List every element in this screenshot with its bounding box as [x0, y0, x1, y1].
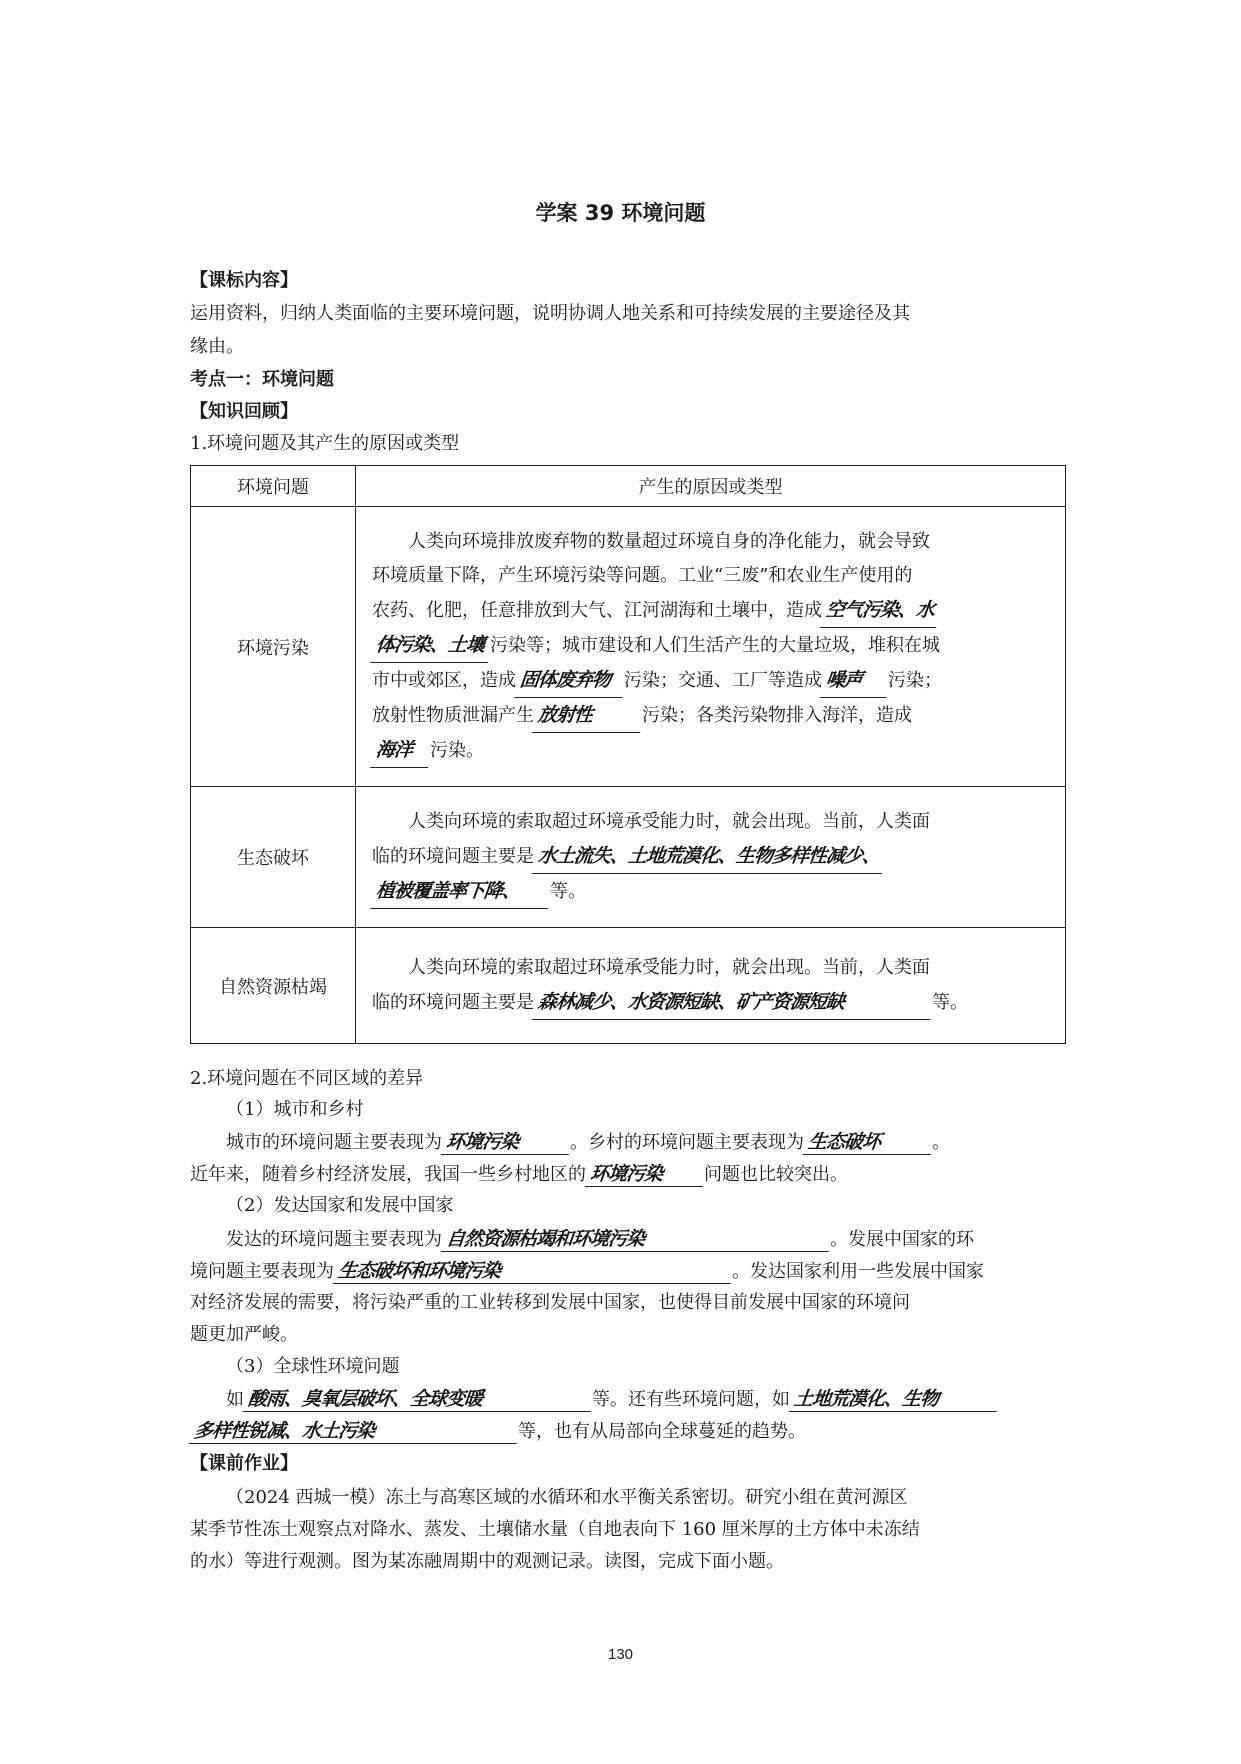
row1-text-5: 市中或郊区，造成 — [372, 670, 516, 691]
row3-text-3: 等。 — [932, 992, 968, 1013]
s2-sub2: （2）发达国家和发展中国家 — [226, 1195, 454, 1216]
row-content-pollution — [356, 507, 1066, 787]
row1-text-8: 放射性物质泄漏产生 — [372, 705, 534, 726]
row1-text-1: 人类向环境排放废弃物的数量超过环境自身的净化能力，就会导致 — [408, 531, 930, 552]
s2-para-8 — [190, 1420, 806, 1444]
section1-title: 1.环境问题及其产生的原因或类型 — [190, 433, 460, 454]
table-header-cause: 产生的原因或类型 — [356, 466, 1066, 507]
s2-para-7 — [226, 1388, 998, 1412]
s2-text: 等。还有些环境问题，如 — [592, 1389, 790, 1410]
row1-text-10: 污染。 — [430, 740, 484, 761]
s2-text: 。乡村的环境问题主要表现为 — [570, 1132, 804, 1153]
s2-para-3 — [226, 1228, 974, 1252]
s2-text: 。发展中国家的环 — [830, 1229, 974, 1250]
syllabus-text-2: 缘由。 — [190, 336, 244, 357]
s2-text: 。发达国家利用一些发展中国家 — [732, 1261, 984, 1282]
s2-text: 如 — [226, 1389, 244, 1410]
row2-text-2: 临的环境问题主要是 — [372, 846, 534, 867]
s2-sub1: （1）城市和乡村 — [226, 1099, 364, 1120]
row-name-eco: 生态破坏 — [191, 787, 356, 928]
homework-para-2: 某季节性冻土观察点对降水、蒸发、土壤储水量（自地表向下 160 厘米厚的土方体中未冻结 — [190, 1519, 920, 1540]
handwritten-answer: 噪声 — [820, 663, 890, 698]
review-heading: 【知识回顾】 — [190, 401, 298, 422]
s2-para-2 — [190, 1163, 848, 1187]
s2-para-6: 题更加严峻。 — [190, 1324, 298, 1345]
table-header-row — [191, 466, 1066, 507]
s2-sub3: （3）全球性环境问题 — [226, 1356, 400, 1377]
row-content-resource — [356, 928, 1066, 1044]
handwritten-answer: 放射性 — [532, 698, 644, 733]
page-title: 学案 39 环境问题 — [535, 201, 706, 225]
s2-text: 近年来，随着乡村经济发展，我国一些乡村地区的 — [190, 1164, 586, 1185]
handwritten-answer: 生态破坏和环境污染 — [333, 1260, 734, 1284]
environment-table — [190, 465, 1066, 1044]
handwritten-answer: 植被覆盖率下降、 — [370, 874, 552, 909]
s2-text: 城市的环境问题主要表现为 — [226, 1132, 442, 1153]
row2-text-3: 等。 — [550, 881, 586, 902]
table-row — [191, 787, 1066, 928]
table-header-problem: 环境问题 — [191, 466, 356, 507]
handwritten-answer: 自然资源枯竭和环境污染 — [441, 1228, 832, 1252]
handwritten-answer: 环境污染 — [585, 1163, 706, 1187]
page-number: 130 — [607, 1646, 634, 1663]
s2-text: 。 — [932, 1132, 950, 1153]
table-row — [191, 928, 1066, 1044]
s2-text: 等，也有从局部向全球蔓延的趋势。 — [518, 1421, 806, 1442]
row-name-resource: 自然资源枯竭 — [191, 928, 356, 1044]
row-name-pollution: 环境污染 — [191, 507, 356, 787]
homework-para-1: （2024 西城一模）冻土与高寒区域的水循环和水平衡关系密切。研究小组在黄河源区 — [226, 1487, 908, 1508]
homework-heading: 【课前作业】 — [190, 1453, 298, 1474]
row1-text-4: 污染等；城市建设和人们生活产生的大量垃圾，堆积在城 — [490, 635, 940, 656]
row1-text-3: 农药、化肥，任意排放到大气、江河湖海和土壤中，造成 — [372, 600, 822, 621]
kaodian-heading: 考点一：环境问题 — [190, 369, 334, 390]
handwritten-answer: 生态破坏 — [803, 1131, 934, 1155]
row2-text-1: 人类向环境的索取超过环境承受能力时，就会出现。当前，人类面 — [408, 811, 930, 832]
handwritten-answer: 酸雨、臭氧层破坏、全球变暖 — [243, 1388, 594, 1412]
handwritten-answer: 体污染、土壤 — [370, 628, 492, 663]
s2-para-5: 对经济发展的需要，将污染严重的工业转移到发展中国家，也使得目前发展中国家的环境问 — [190, 1292, 910, 1313]
handwritten-answer: 固体废弃物 — [514, 663, 626, 698]
row1-text-2: 环境质量下降，产生环境污染等问题。工业“三废”和农业生产使用的 — [372, 565, 913, 586]
s2-text: 境问题主要表现为 — [190, 1261, 334, 1282]
section2-title: 2.环境问题在不同区域的差异 — [190, 1068, 424, 1089]
handwritten-answer: 水土流失、土地荒漠化、生物多样性减少、 — [532, 839, 886, 874]
row-content-eco — [356, 787, 1066, 928]
handwritten-answer: 海洋 — [370, 733, 432, 768]
s2-text: 发达的环境问题主要表现为 — [226, 1229, 442, 1250]
handwritten-answer: 环境污染 — [441, 1131, 572, 1155]
table-row — [191, 507, 1066, 787]
handwritten-answer: 土地荒漠化、生物 — [789, 1388, 1000, 1412]
syllabus-heading: 【课标内容】 — [190, 270, 298, 291]
s2-para-4 — [190, 1260, 984, 1284]
row3-text-2: 临的环境问题主要是 — [372, 992, 534, 1013]
s2-text: 问题也比较突出。 — [704, 1164, 848, 1185]
row1-text-9: 污染；各类污染物排入海洋，造成 — [642, 705, 912, 726]
homework-para-3: 的水）等进行观测。图为某冻融周期中的观测记录。读图，完成下面小题。 — [190, 1551, 784, 1572]
row3-text-1: 人类向环境的索取超过环境承受能力时，就会出现。当前，人类面 — [408, 957, 930, 978]
handwritten-answer: 多样性锐减、水土污染 — [189, 1420, 520, 1444]
row1-text-6: 污染；交通、工厂等造成 — [624, 670, 822, 691]
handwritten-answer: 空气污染、水 — [820, 593, 940, 628]
row1-text-7: 污染； — [888, 670, 942, 691]
handwritten-answer: 森林减少、水资源短缺、矿产资源短缺 — [532, 985, 934, 1020]
s2-para-1 — [226, 1131, 950, 1155]
syllabus-text-1: 运用资料，归纳人类面临的主要环境问题，说明协调人地关系和可持续发展的主要途径及其 — [190, 303, 910, 324]
